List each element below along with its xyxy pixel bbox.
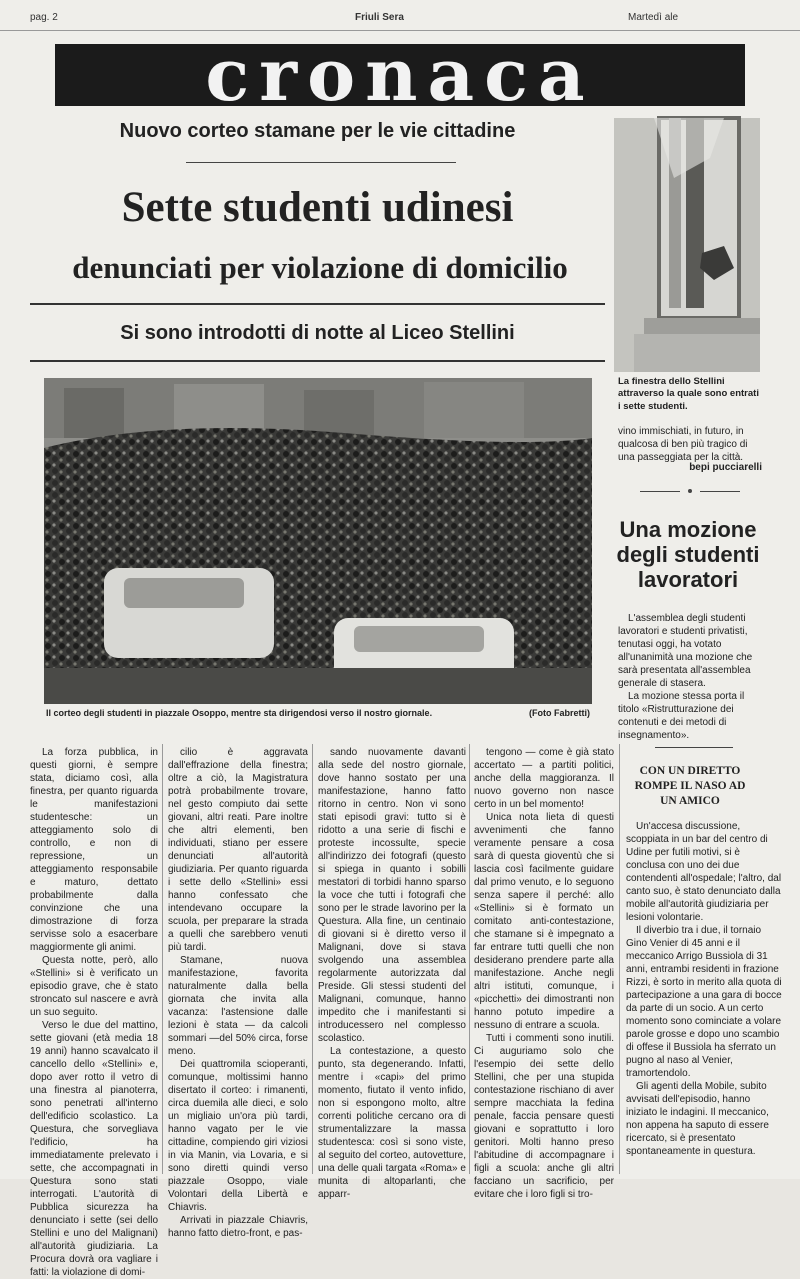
article-paragraph: Verso le due del mattino, sette giovani (età media 18 19 anni) hanno scavalcato il cancello dello «Stellini» e, dopo aver rotto il vetro di una finestra al pianoterra, sono penetrati all'interno dell'edificio scolastico. La Questura, che sorvegliava l'edificio, ha immediatamente prelevato i sette, che accompagnati in Questura sono stati interrogati. L'autorità di Pubblica sicurezza ha denunciato i sette (sei dello Stellini e uno del Malignani) all'autorità giudiziaria. La Procura dovrà ora vagliare i fatti: la violazione di domi-: [30, 1020, 158, 1278]
article-paragraph: sando nuovamente davanti alla sede del nostro giornale, dove hanno sostato per una manifestazione, hanno fatto ritorno in centro. Non vi sono stati episodi gravi: tutto si è ridotto a una serie di fischi e proteste incossulte, specie all'indirizzo dei fotografi (questo si spiega in quanto i sobilli mestatori di torbidi hanno sparso la voce che tutti i fotografi che sono per le strade lavorino per la Questura. Alla fine, un centinaio di giovani si è diretto verso il Malignani, dove si stava svolgendo una assemblea regolarmente autorizzata dal Preside. Gli stessi studenti del Malignani, comunque, hanno impedito che i manifestanti si introducessero nel complesso scolastico.: [318, 747, 466, 1044]
article-paragraph: tengono — come è già stato accertato — a partiti politici, anche della maggioranza. Il nuovo governo non nasce certo in un bel momento!: [474, 747, 614, 810]
page-header: [0, 0, 800, 31]
article-subhead: denunciati per violazione di domicilio: [72, 250, 568, 285]
column-rule: [619, 744, 620, 1174]
side-article2-paragraph: Gli agenti della Mobile, subito avvisati dell'episodio, hanno iniziato le indagini. Il meccanico, non appena ha saputo di essere ricercato, si è presentato spontaneamente in questura.: [626, 1081, 769, 1157]
window-photo-illustration: [614, 118, 760, 372]
crowd-photo-illustration: [44, 378, 592, 704]
photo-credit: (Foto Fabretti): [529, 708, 590, 718]
window-photo: [614, 118, 760, 372]
section-banner: [55, 32, 745, 117]
side-article-body: [618, 612, 766, 742]
window-photo-caption: La finestra dello Stellini attraverso la quale sono entrati i sette studenti.: [618, 376, 759, 412]
article-paragraph: cilio è aggravata dall'effrazione della finestra; oltre a ciò, la Magistratura potrà probabilmente trovare, nel gesto compiuto dai sette giovani, altri reati. Pare inoltre che altri elementi, ben individuati, stiano per essere denunciati all'autorità giudiziaria. Per quanto riguarda i sette dello «Stellini» essi hanno confessato che intendevano occupare la scuola, per preparare la strada a quelli che sarebbero venuti più tardi.: [168, 747, 308, 953]
column-rule: [312, 744, 313, 1174]
article-kicker: Nuovo corteo stamane per le vie cittadine: [119, 120, 516, 142]
ornament-divider: [640, 484, 740, 498]
side-article2-paragraph: Un'accesa discussione, scoppiata in un bar del centro di Udine per futili motivi, si è conclusa con uno dei due contendenti all'ospedale; l'altro, dal canto suo, è stato denunciato dalla mobile all'autorità giudiziaria per lesioni volontarie.: [626, 821, 782, 923]
article-paragraph: Unica nota lieta di questi avvenimenti che fanno veramente pensare a cosa sarà di questa gioventù che si lascia così facilmente guidare dal primo venuto, e lo seguono senza sapere il perché: allo «Stellini» si è formato un comitato anti-contestazione, che stamane si è impegnato a far entrare tutti quelli che non desiderano prendere parte alla manifestazione. Anche negli altri istituti, comunque, i «picchetti» dei dimostranti non hanno potuto impedire a nessuno di entrare a scuola.: [474, 812, 614, 1031]
crowd-photo: [44, 378, 592, 704]
page-number: pag. 2: [30, 12, 58, 23]
article-paragraph: Questa notte, però, allo «Stellini» si è verificato un episodio grave, che è stato stroncato sul nascere e avrà un suo seguito.: [30, 955, 158, 1018]
article-column-4: [474, 746, 614, 1201]
article-paragraph: Arrivati in piazzale Chiavris, hanno fatto dietro-front, e pas-: [168, 1215, 308, 1239]
divider: [30, 360, 605, 362]
divider: [30, 303, 605, 305]
section-title: cronaca: [205, 32, 595, 117]
article-paragraph: La forza pubblica, in questi giorni, è sempre stata, diciamo così, alla finestra, per quanto riguarda le manifestazioni studentesche: un atteggiamento solo di controllo, e non di repressione, un atteggiamento responsabile e maturo, dettato probabilmente dalla convinzione che una dimostrazione di forza servisse solo a esacerbare maggiormente gli animi.: [30, 747, 158, 953]
article-paragraph: Stamane, nuova manifestazione, favorita naturalmente dalla bella giornata che invita alla vacanza: l'astensione dalle lezioni è stata — da calcoli sommari —del 50% circa, forse meno.: [168, 955, 308, 1057]
photo-caption-text: Il corteo degli studenti in piazzale Osoppo, mentre sta dirigendosi verso il nostro giornale.: [46, 708, 433, 718]
side-article2-paragraph: Il diverbio tra i due, il tornaio Gino Venier di 45 anni e il meccanico Arrigo Bussiola di 31 anni, entrambi residenti in frazione Rizzi, è sorto in merito alla quota di partecipazione a una gara di bocce da parte di un socio. A un certo momento sono cominciate a volare parole grosse e dopo uno scambio di offese il Bussiola ha sferrato un pugno al naso al Venier, tramortendolo.: [626, 925, 782, 1079]
article-paragraph: Dei quattromila scioperanti, comunque, moltissimi hanno disertato il corteo: i rimanenti, circa duemila alle dieci, e solo un migliaio un'ora più tardi, hanno vagato per le vie cittadine, compiendo giri viziosi in via Manin, via Lovaria, e si sono diretti quindi verso piazzale Osoppo, viale Volontari della Libertà e Chiavris.: [168, 1059, 308, 1213]
column-rule: [469, 744, 470, 1174]
divider: [186, 162, 456, 163]
side-article2-body: [626, 820, 782, 1158]
side-article2-headline: CON UN DIRETTO ROMPE IL NASO AD UN AMICO: [634, 765, 746, 807]
article-column-2: [168, 746, 308, 1240]
continuation-text: vino immischiati, in futuro, in qualcosa di ben più tragico di una passeggiata per la città.: [618, 426, 748, 463]
article-column-1: [30, 746, 158, 1279]
author-signature: bepi pucciarelli: [689, 462, 762, 473]
side-article-paragraph: L'assemblea degli studenti lavoratori e studenti privatisti, tenutasi oggi, ha votato all'unanimità una mozione che sarà presentata all'assemblea generale di stasera.: [618, 613, 753, 689]
article-paragraph: Tutti i commenti sono inutili. Ci auguriamo solo che l'esempio dei sette dello Stellini, che per una stupida contestazione rischiano di aver sempre macchiata la fedina penale, faccia pensare questi giovani e soprattutto i loro genitori. Molti hanno preso l'abitudine di accompagnare i figli a scuola: anche gli altri facciano un sacrificio, per evitare che i loro figli si tro-: [474, 1033, 614, 1200]
side-article-headline: Una mozione degli studenti lavoratori: [616, 517, 760, 592]
divider: [655, 747, 733, 748]
newspaper-name: Friuli Sera: [355, 12, 404, 23]
article-column-3: [318, 746, 466, 1201]
issue-date: Martedì ale: [628, 12, 679, 23]
side-article-paragraph: La mozione stessa porta il titolo «Ristrutturazione dei contenuti e dei metodi di insegnamento».: [618, 691, 745, 741]
article-paragraph: La contestazione, a questo punto, sta degenerando. Infatti, mentre i «capi» del primo momento, fiutato il vento infido, non si espongono molto, altre correnti politiche cercano ora di strumentalizzare la massa studentesca: così si sono viste, al seguito del corteo, autovetture, una delle quali targata «Roma» e munita di altoparlanti, che apparr-: [318, 1046, 466, 1200]
column-rule: [162, 744, 163, 1174]
article-headline: Sette studenti udinesi: [121, 184, 514, 231]
photo-caption: [46, 708, 590, 718]
article-deck: Si sono introdotti di notte al Liceo Stellini: [120, 322, 515, 344]
